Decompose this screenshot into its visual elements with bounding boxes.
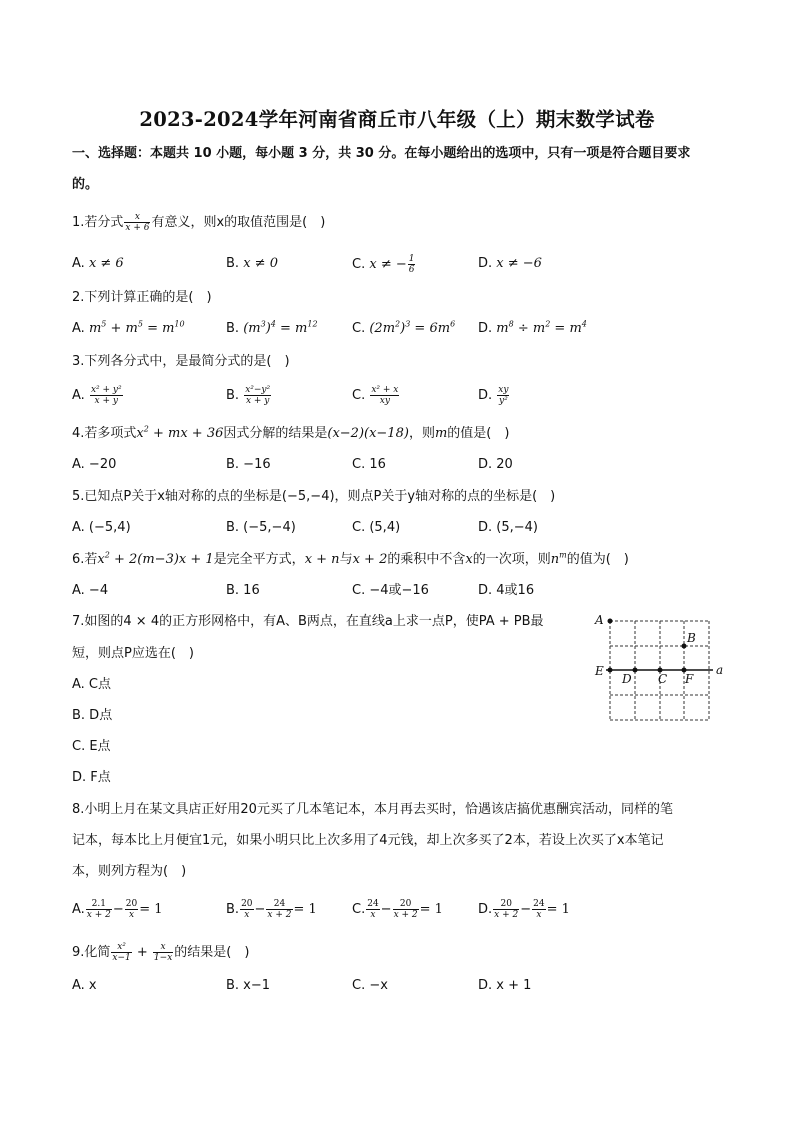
label-a: A (595, 613, 604, 627)
option-a[interactable]: A. (−5,4) (72, 520, 131, 535)
option-b[interactable]: B. $\frac{\text{x²−y²}}{x + y}$ (226, 385, 271, 406)
label-e: E (595, 664, 604, 678)
question-8-stem-end: 本，则列方程为( ) (72, 864, 187, 879)
section-instruction: 一、选择题：本题共 10 小题，每小题 3 分，共 30 分。在每小题给出的选项中，只有一项是符合题目要求 (72, 146, 691, 161)
option-a[interactable]: A. x ≠ 6 (72, 256, 124, 271)
option-c[interactable]: C. 16 (352, 457, 386, 472)
grid-figure (592, 610, 728, 726)
fraction: $\frac{20}{x + 2}$ (393, 899, 418, 920)
option-d[interactable]: D. $\frac{xy}{\text{y²}}$ (478, 385, 509, 406)
question-7-stem-cont: 短，则点P应选在( ) (72, 646, 194, 661)
option-c[interactable]: C. −4或−16 (352, 583, 429, 598)
option-d[interactable]: D. x ≠ −6 (478, 256, 542, 271)
fraction: $\frac{x}{1-x}$ (153, 942, 173, 963)
option-b[interactable]: B. (−5,−4) (226, 520, 296, 535)
question-8-stem: 8.小明上月在某文具店正好用20元买了几本笔记本，本月再去买时，恰遇该店搞优惠酬宾活动，同样的笔 (72, 802, 673, 817)
point-b (682, 644, 687, 649)
fraction: $\frac{24}{x}$ (367, 899, 379, 920)
page-title: 2023-2024学年河南省商丘市八年级（上）期末数学试卷 (139, 108, 655, 131)
option-d[interactable]: D. 20 (478, 457, 513, 472)
question-4-stem: 4.若多项式$x^2$ + mx + 36因式分解的结果是(x−2)(x−18)，则m的值是( ) (72, 424, 510, 441)
fraction: $\frac{xy}{\text{y²}}$ (498, 385, 509, 406)
question-7-stem: 7.如图的4 × 4的正方形网格中，有A、B两点，在直线a上求一点P，使PA + PB最 (72, 614, 544, 629)
fraction: $\frac{\text{x² + y²}}{x + y}$ (90, 385, 122, 406)
option-d[interactable]: D. (5,−4) (478, 520, 538, 535)
option-c[interactable]: C. $(2m^2)^3 = 6m^6$ (352, 319, 456, 336)
fraction: $\frac{x}{x + 6}$ (125, 212, 150, 233)
option-d[interactable]: D. x + 1 (478, 978, 532, 993)
option-b[interactable]: B. $(m^3)^4 = m^{12}$ (226, 319, 318, 336)
option-c[interactable]: C. x ≠ − $\frac{1}{6}$ (352, 254, 415, 275)
option-b[interactable]: B. 16 (226, 583, 260, 598)
option-b[interactable]: B. −16 (226, 457, 271, 472)
fraction: $\frac{20}{x + 2}$ (494, 899, 519, 920)
option-c[interactable]: C. $\frac{24}{x}$ − $\frac{20}{x + 2}$ = 1 (352, 899, 443, 920)
fraction: $\frac{1}{6}$ (408, 254, 415, 275)
label-b: B (687, 631, 696, 645)
section-instruction-end: 的。 (72, 177, 99, 192)
label-d: D (622, 672, 632, 686)
fraction: $\frac{\text{x²}}{x-1}$ (112, 942, 131, 963)
point-d (633, 668, 638, 673)
option-b[interactable]: B. D点 (72, 708, 113, 723)
fraction: $\frac{\text{x²−y²}}{x + y}$ (245, 385, 271, 406)
question-8-stem-cont: 记本，每本比上月便宜1元，如果小明只比上次多用了4元钱，却上次多买了2本，若设上次买了x本笔记 (72, 833, 664, 848)
option-d[interactable]: D. $m^8 \div m^2 = m^4$ (478, 319, 587, 336)
fraction: $\frac{\text{x² + x}}{xy}$ (371, 385, 399, 406)
option-b[interactable]: B. x ≠ 0 (226, 256, 278, 271)
option-a[interactable]: A. $\frac{2.1}{x + 2}$ − $\frac{20}{x}$ = 1 (72, 899, 163, 920)
question-9-stem: 9.化简 $\frac{\text{x²}}{x-1}$ + $\frac{x}{1-x}$ 的结果是( ) (72, 942, 250, 963)
question-3-stem: 3.下列各分式中，是最简分式的是( ) (72, 354, 290, 369)
point-a (608, 619, 613, 624)
fraction: $\frac{20}{x}$ (125, 899, 138, 920)
point-e (608, 668, 613, 673)
fraction: $\frac{24}{x + 2}$ (267, 899, 292, 920)
option-b[interactable]: B. x−1 (226, 978, 271, 993)
fraction: $\frac{20}{x}$ (241, 899, 253, 920)
option-a[interactable]: A. C点 (72, 677, 112, 692)
fraction: $\frac{2.1}{x + 2}$ (86, 899, 111, 920)
option-c[interactable]: C. (5,4) (352, 520, 401, 535)
fraction: $\frac{24}{x}$ (533, 899, 545, 920)
option-b[interactable]: B. $\frac{20}{x}$ − $\frac{24}{x + 2}$ = 1 (226, 899, 317, 920)
option-a[interactable]: A. $m^5 + m^5 = m^{10}$ (72, 319, 185, 336)
question-2-stem: 2.下列计算正确的是( ) (72, 290, 212, 305)
label-line-a: a (716, 663, 724, 677)
option-d[interactable]: D. $\frac{20}{x + 2}$ − $\frac{24}{x}$ = 1 (478, 899, 570, 920)
option-d[interactable]: D. F点 (72, 770, 111, 785)
question-5-stem: 5.已知点P关于x轴对称的点的坐标是(−5,−4)，则点P关于y轴对称的点的坐标是( ) (72, 489, 556, 504)
option-d[interactable]: D. 4或16 (478, 583, 535, 598)
question-1-stem: 1.若分式 $\frac{x}{x + 6}$ 有意义，则x的取值范围是( ) (72, 212, 326, 233)
option-c[interactable]: C. −x (352, 978, 388, 993)
label-f: F (685, 672, 694, 686)
option-a[interactable]: A. x (72, 978, 97, 993)
option-a[interactable]: A. −4 (72, 583, 109, 598)
label-c: C (658, 672, 668, 686)
option-c[interactable]: C. $\frac{\text{x² + x}}{xy}$ (352, 385, 399, 406)
option-a[interactable]: A. −20 (72, 457, 117, 472)
option-a[interactable]: A. $\frac{\text{x² + y²}}{x + y}$ (72, 385, 122, 406)
option-c[interactable]: C. E点 (72, 739, 111, 754)
question-6-stem: 6.若$x^2 + 2(m-3)x + 1$是完全平方式，x + n与x + 2的乘积中不含x的一次项，则$n^m$的值为( ) (72, 550, 629, 567)
